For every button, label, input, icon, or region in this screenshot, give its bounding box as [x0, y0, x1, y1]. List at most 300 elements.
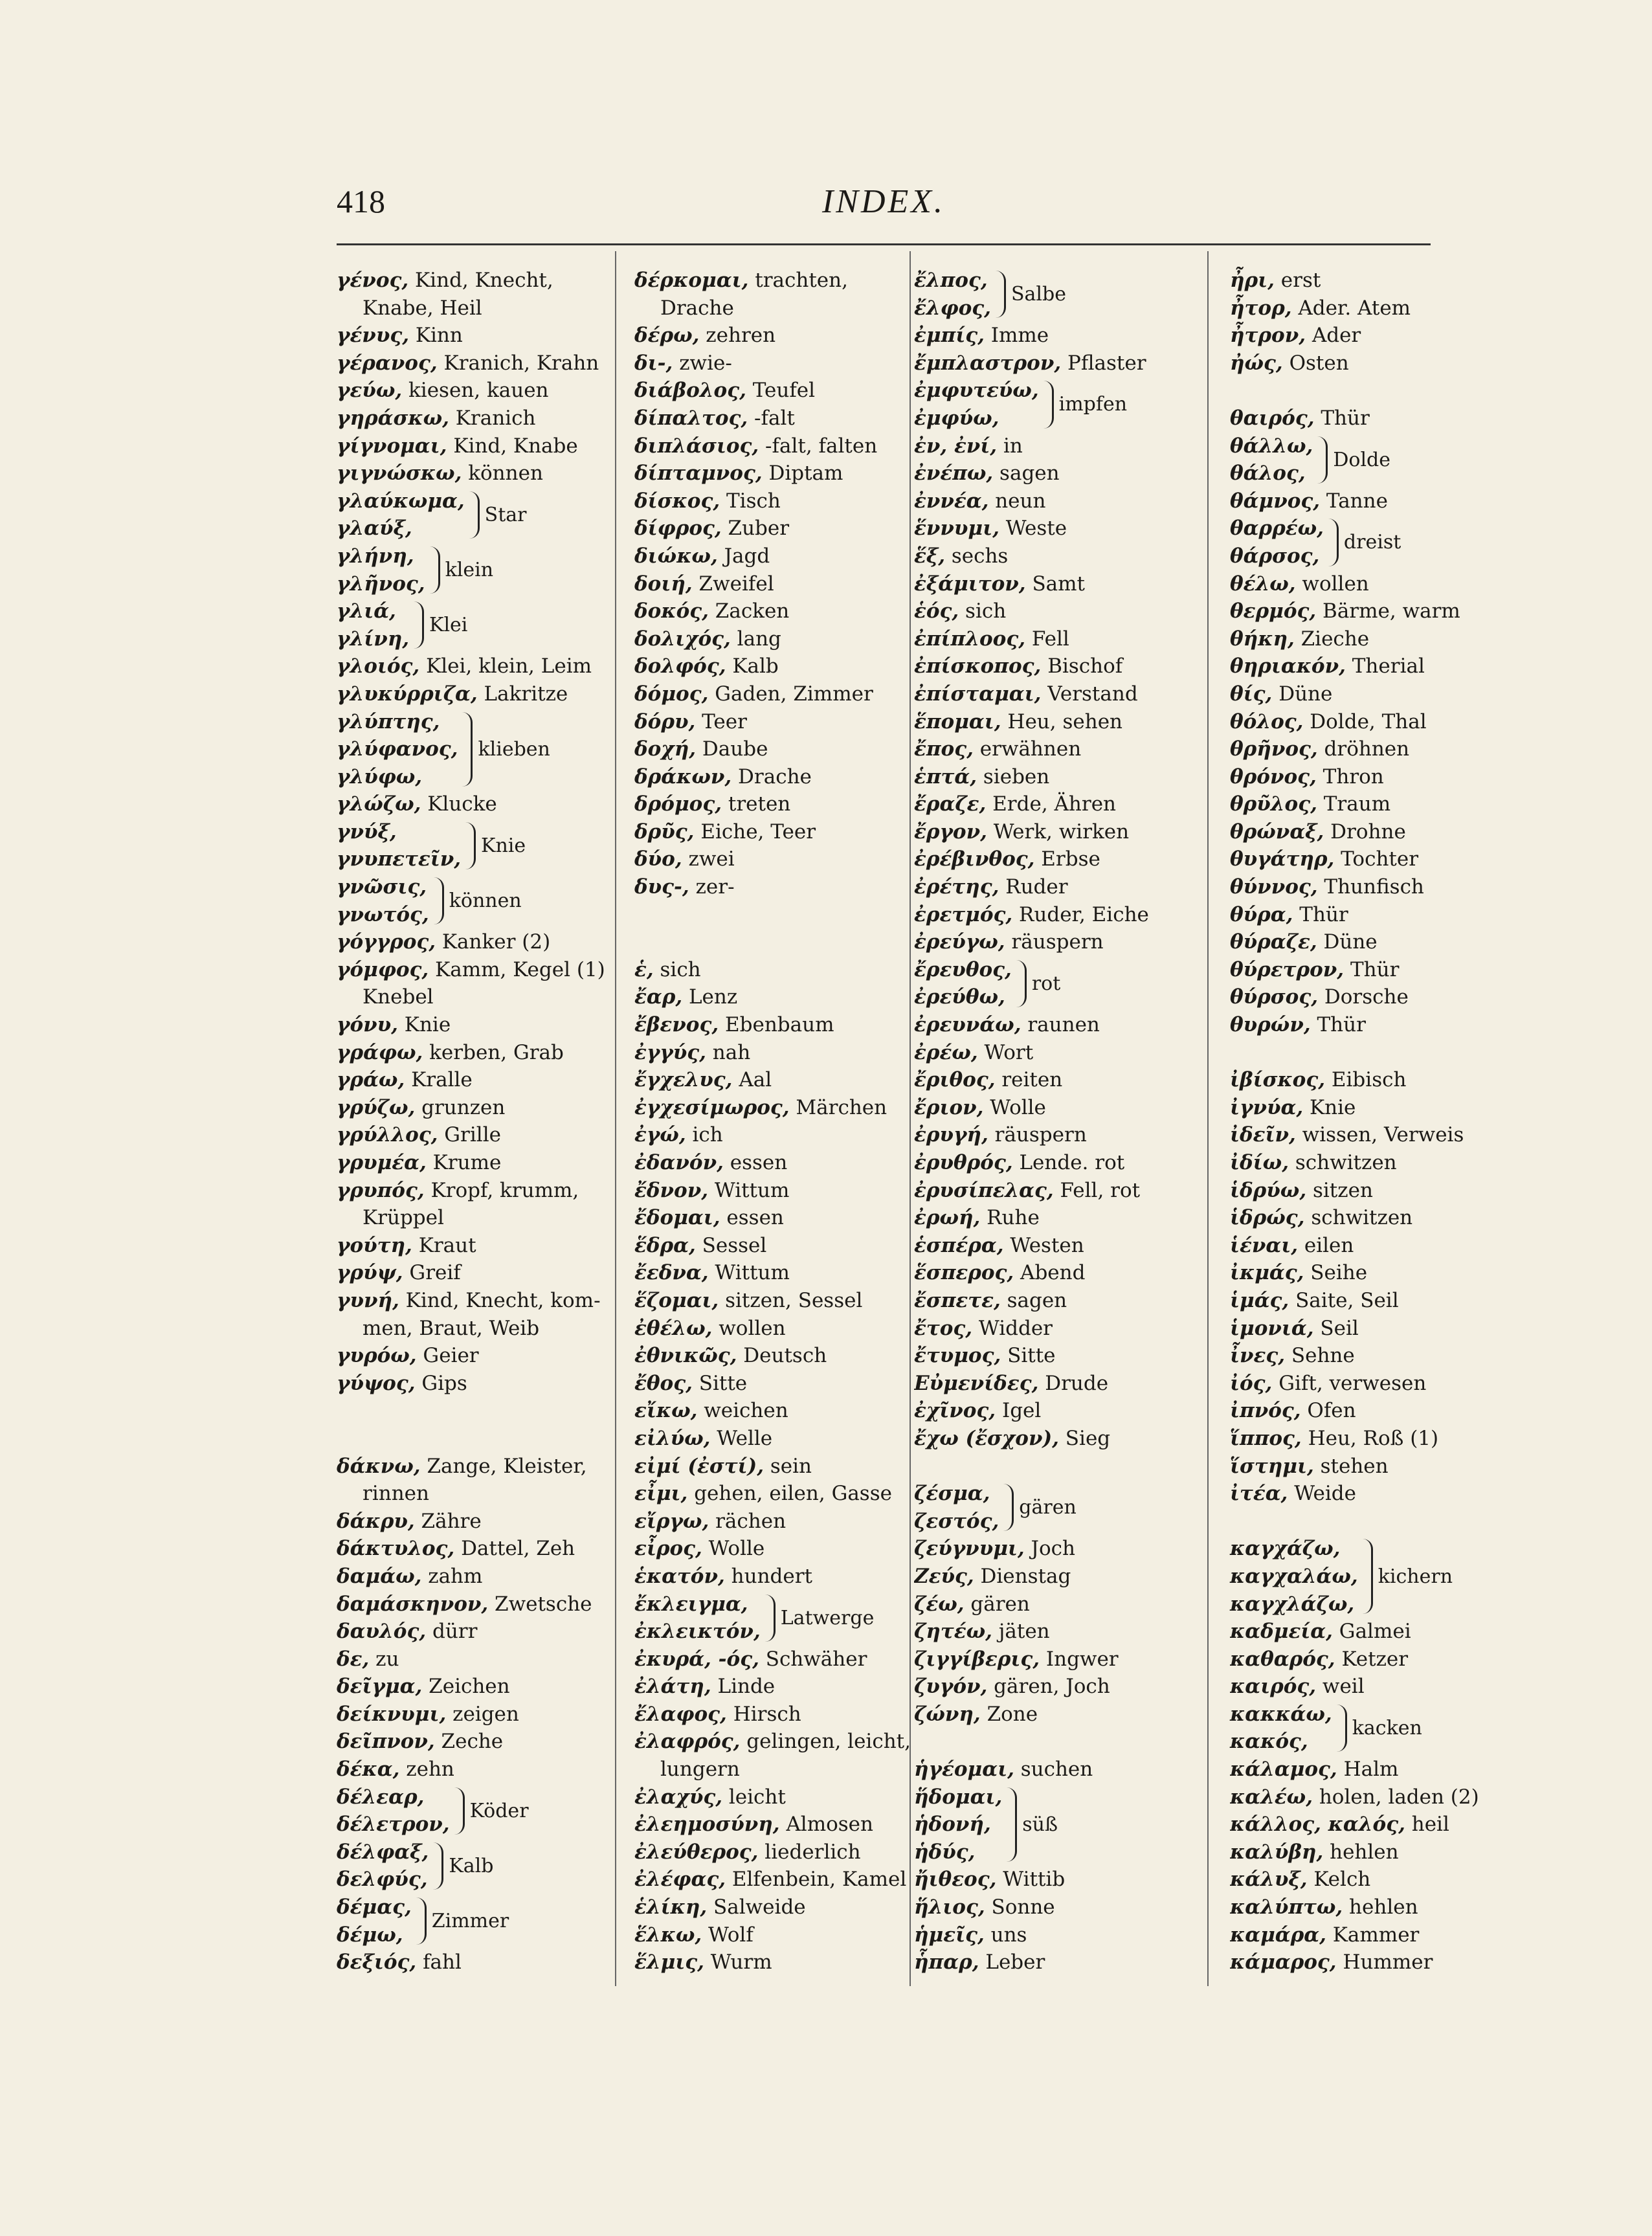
index-entry [634, 1480, 913, 1508]
german-gloss: suchen [1014, 1758, 1093, 1782]
index-entry [337, 1949, 605, 1976]
greek-term: θυγάτηρ, [1230, 847, 1335, 871]
german-gloss: impfen [1058, 393, 1128, 416]
bracket-terms [337, 708, 458, 791]
bracket-terms [337, 598, 409, 653]
german-gloss: sechs [945, 544, 1009, 568]
german-gloss: Dolde, Thal [1303, 710, 1427, 733]
greek-term: ἔλαφος, [634, 1702, 727, 1726]
german-gloss: Zimmer [431, 1910, 509, 1933]
section-gap [337, 1397, 605, 1425]
greek-term: ἐν, ἐνί, [914, 434, 998, 458]
german-gloss: zahm [421, 1564, 483, 1588]
greek-term: θάρσος, [1230, 544, 1320, 568]
curly-brace [469, 491, 480, 539]
index-entry [634, 1453, 913, 1481]
bracketed-entry-group [337, 1783, 605, 1839]
german-gloss: Kind, Knabe [447, 434, 578, 458]
greek-term: ἔριθος, [914, 1068, 996, 1092]
index-entry [914, 818, 1192, 846]
index-entry [337, 1121, 605, 1149]
german-gloss: zer- [689, 875, 735, 899]
german-gloss: Ader. Atem [1291, 296, 1411, 320]
index-entry [914, 542, 1192, 570]
index-entry [337, 1591, 605, 1618]
german-gloss: Eiche, Teer [694, 820, 816, 844]
greek-term: ἐχῖνος, [914, 1399, 996, 1423]
curly-brace [1006, 1787, 1017, 1862]
greek-term: ζώνη, [914, 1702, 981, 1726]
index-entry [337, 350, 605, 377]
greek-term: γρυμέα, [337, 1151, 427, 1174]
index-entry [634, 1177, 913, 1205]
index-entry [337, 1618, 605, 1646]
greek-term: ἔτυμος, [914, 1344, 1001, 1368]
greek-term: δύο, [634, 847, 682, 871]
bracketed-entry-group [1230, 1701, 1502, 1756]
greek-term: ἰκμάς, [1230, 1261, 1304, 1285]
german-gloss: Elfenbein, Kamel [726, 1868, 907, 1892]
index-entry [337, 1177, 605, 1205]
greek-term: ἰβίσκος, [1230, 1068, 1326, 1092]
index-entry [634, 1094, 913, 1122]
index-entry [634, 1866, 913, 1894]
greek-term: ἰός, [1230, 1371, 1273, 1395]
index-entry [1230, 598, 1502, 625]
greek-term: δίπαλτος, [634, 406, 748, 430]
index-entry [1230, 1259, 1502, 1287]
greek-term: ἔδομαι, [634, 1206, 720, 1230]
header-rule [337, 243, 1431, 245]
index-entry [1230, 1811, 1502, 1839]
greek-term: κακκάω, [1230, 1702, 1332, 1726]
bracket-terms [914, 1783, 1002, 1866]
index-entry [914, 1866, 1192, 1894]
greek-term: γλιά, [337, 599, 396, 623]
greek-term: θόλος, [1230, 710, 1304, 733]
greek-term: ἔριον, [914, 1095, 984, 1119]
greek-term: ἰγνύα, [1230, 1095, 1304, 1119]
greek-term: γλαύκωμα, [337, 489, 465, 513]
greek-term: εἶμι, [634, 1482, 688, 1506]
index-entry [634, 1259, 913, 1287]
german-gloss: Salweide [707, 1895, 806, 1919]
index-entry [337, 1259, 605, 1287]
greek-term: δολφός, [634, 654, 726, 678]
greek-term: ἐμφύω, [914, 406, 999, 430]
german-gloss: Dienstag [974, 1564, 1071, 1588]
german-gloss: Sehne [1285, 1344, 1355, 1368]
greek-term: δοχή, [634, 737, 697, 761]
german-gloss: Samt [1025, 572, 1086, 596]
german-gloss: hehlen [1323, 1840, 1399, 1864]
greek-term: γρυπός, [337, 1178, 425, 1202]
german-gloss: Tisch [720, 489, 781, 513]
german-gloss: Zuber [721, 517, 790, 541]
greek-term: εἰλύω, [634, 1426, 711, 1450]
index-column-4 [1230, 267, 1502, 1976]
greek-term: διώκω, [634, 544, 718, 568]
german-gloss: Knie [481, 834, 526, 857]
german-gloss: Wolle [983, 1095, 1046, 1119]
greek-term: ζητέω, [914, 1620, 992, 1644]
bracket-terms [337, 1783, 450, 1839]
index-entry [634, 1039, 913, 1067]
german-gloss: rächen [709, 1509, 787, 1533]
index-entry [914, 1204, 1192, 1232]
index-entry [1230, 928, 1502, 956]
index-entry [1230, 625, 1502, 653]
german-gloss: Salbe [1010, 283, 1066, 306]
german-gloss: Zone [980, 1702, 1038, 1726]
greek-term: δαυλός, [337, 1620, 427, 1644]
greek-term: ἔλπος, [914, 269, 988, 292]
bracketed-entry-group [914, 956, 1192, 1011]
greek-term: δόμος, [634, 682, 709, 706]
german-gloss: zwie- [673, 351, 732, 375]
greek-term: γνυπετεῖν, [337, 847, 462, 871]
section-gap [1230, 1039, 1502, 1067]
german-gloss: Knie [397, 1013, 451, 1037]
index-entry [914, 1425, 1192, 1453]
german-gloss: Kalb [726, 654, 779, 678]
german-gloss: Thür [1344, 957, 1400, 981]
entry-continuation: rinnen [363, 1482, 429, 1506]
german-gloss: trachten, [748, 269, 848, 292]
index-entry [634, 1921, 913, 1949]
greek-term: δρόμος, [634, 792, 722, 816]
index-entry [1230, 1204, 1502, 1232]
german-gloss: lang [730, 627, 781, 651]
german-gloss: Heu, Roß (1) [1301, 1426, 1439, 1450]
index-entry [337, 377, 605, 405]
greek-term: ἕπομαι, [914, 710, 1001, 733]
greek-term: ἐθνικῶς, [634, 1344, 737, 1368]
greek-term: θύρα, [1230, 902, 1293, 926]
bracketed-entry-group [337, 873, 605, 928]
greek-term: καδμεία, [1230, 1620, 1333, 1644]
index-entry [914, 928, 1192, 956]
bracketed-entry-group [914, 267, 1192, 322]
greek-term: θύρετρον, [1230, 957, 1345, 981]
greek-term: καιρός, [1230, 1675, 1317, 1699]
german-gloss: Kranich [449, 406, 536, 430]
index-entry [337, 1011, 605, 1039]
greek-term: κάμαρος, [1230, 1951, 1337, 1974]
greek-term: γόμφος, [337, 957, 429, 981]
german-gloss: Ruhe [980, 1206, 1040, 1230]
index-entry [1230, 1839, 1502, 1866]
greek-term: ἡδονή, [914, 1813, 991, 1837]
german-gloss: Zwetsche [488, 1592, 592, 1616]
german-gloss: Ofen [1300, 1399, 1356, 1423]
index-entry [634, 1508, 913, 1536]
curly-brace [1362, 1539, 1373, 1614]
german-gloss: Teer [695, 710, 747, 733]
greek-term: ἔσπετε, [914, 1288, 1001, 1312]
greek-term: δίσκος, [634, 489, 720, 513]
section-gap [1230, 1508, 1502, 1536]
greek-term: ἡμεῖς, [914, 1923, 985, 1947]
german-gloss: Zeichen [422, 1675, 510, 1699]
greek-term: ἑσπέρα, [914, 1233, 1004, 1257]
greek-term: ἕννυμι, [914, 517, 999, 541]
german-gloss: Werk, wirken [987, 820, 1130, 844]
german-gloss: kichern [1378, 1565, 1453, 1588]
german-gloss: weichen [697, 1399, 788, 1423]
index-entry [634, 1425, 913, 1453]
index-entry [914, 1563, 1192, 1591]
greek-term: ἐννέα, [914, 489, 989, 513]
greek-term: δάκτυλος, [337, 1537, 455, 1561]
german-gloss: Kalb [449, 1854, 494, 1877]
greek-term: ἔχω (ἔσχον), [914, 1426, 1059, 1450]
german-gloss: essen [723, 1151, 788, 1174]
curly-brace [433, 877, 444, 924]
index-entry [634, 1066, 913, 1094]
bracketed-entry-group [914, 1783, 1192, 1866]
greek-term: ἔπος, [914, 737, 974, 761]
greek-term: ἐγγύς, [634, 1040, 706, 1064]
german-gloss: Dorsche [1318, 985, 1409, 1009]
index-entry [1230, 1425, 1502, 1453]
greek-term: ἕζομαι, [634, 1288, 719, 1312]
greek-term: δάκρυ, [337, 1509, 415, 1533]
german-gloss: Abend [1014, 1261, 1086, 1285]
index-entry [914, 1949, 1192, 1976]
german-gloss: reiten [995, 1068, 1063, 1092]
greek-term: γρύζω, [337, 1095, 416, 1119]
entry-continuation: lungern [660, 1758, 740, 1782]
index-entry [1230, 1673, 1502, 1701]
greek-term: ἵστημι, [1230, 1454, 1314, 1478]
index-column-1 [337, 267, 605, 1976]
index-entry [914, 653, 1192, 680]
greek-term: ἥδομαι, [914, 1785, 1003, 1809]
index-entry [1230, 1315, 1502, 1343]
german-gloss: Ketzer [1335, 1647, 1409, 1671]
greek-term: θάλος, [1230, 462, 1306, 486]
curly-brace [995, 271, 1006, 318]
index-entry [634, 460, 913, 487]
curly-brace [1328, 519, 1339, 566]
greek-term: γλοιός, [337, 654, 420, 678]
index-entry [914, 432, 1192, 460]
index-entry [914, 1591, 1192, 1618]
german-gloss: Kropf, krumm, [424, 1178, 579, 1202]
index-entry [337, 1673, 605, 1701]
index-entry [1230, 1011, 1502, 1039]
section-gap [634, 901, 913, 929]
greek-term: ἐπίσκοπος, [914, 654, 1042, 678]
greek-term: ἱέναι, [1230, 1233, 1299, 1257]
bracket-terms [1230, 1535, 1358, 1618]
index-entry [337, 460, 605, 487]
index-entry [337, 1039, 605, 1067]
german-gloss: gelingen, leicht, [740, 1730, 911, 1754]
greek-term: ἐρεύθω, [914, 985, 1005, 1009]
index-entry [914, 1618, 1192, 1646]
german-gloss: Daube [696, 737, 768, 761]
greek-term: γλυκύρριζα, [337, 682, 478, 706]
greek-term: κάλλος, καλός, [1230, 1813, 1405, 1837]
german-gloss: kacken [1352, 1716, 1422, 1739]
german-gloss: sitzen [1306, 1178, 1373, 1202]
greek-term: δοιή, [634, 572, 693, 596]
entry-continuation: Knabe, Heil [363, 296, 482, 320]
german-gloss: Wurm [704, 1951, 772, 1974]
greek-term: ἱδρώς, [1230, 1206, 1305, 1230]
index-entry [914, 350, 1192, 377]
index-entry [914, 1342, 1192, 1370]
index-entry [1230, 570, 1502, 598]
german-gloss: sich [959, 599, 1007, 623]
index-entry [1230, 1453, 1502, 1481]
greek-term: ἐρωή, [914, 1206, 981, 1230]
greek-term: δέμας, [337, 1895, 412, 1919]
index-entry [1230, 873, 1502, 901]
greek-term: θηριακόν, [1230, 654, 1346, 678]
german-gloss: Wort [977, 1040, 1034, 1064]
entry-continuation: Drache [660, 296, 734, 320]
german-gloss: Verstand [1041, 682, 1138, 706]
german-gloss: Therial [1345, 654, 1425, 678]
german-gloss: Klei [429, 614, 468, 637]
german-gloss: Weste [999, 517, 1067, 541]
index-entry [634, 625, 913, 653]
german-gloss: Klucke [421, 792, 497, 816]
bracketed-entry-group [337, 1839, 605, 1894]
greek-term: δε, [337, 1647, 370, 1671]
german-gloss: Pflaster [1061, 351, 1146, 375]
index-entry [914, 1921, 1192, 1949]
bracketed-entry-group [634, 1591, 913, 1646]
greek-term: ἔδνον, [634, 1178, 709, 1202]
index-entry [634, 1701, 913, 1728]
greek-term: ἐθέλω, [634, 1316, 713, 1340]
german-gloss: Ruder [999, 875, 1068, 899]
index-entry [1230, 1121, 1502, 1149]
index-entry [337, 790, 605, 818]
index-entry [634, 956, 913, 984]
greek-term: ἱμάς, [1230, 1288, 1289, 1312]
greek-term: ἰδεῖν, [1230, 1123, 1296, 1147]
german-gloss: weil [1316, 1675, 1365, 1699]
german-gloss: dürr [426, 1620, 478, 1644]
greek-term: γλύφω, [337, 765, 423, 788]
german-gloss: Thür [1293, 902, 1348, 926]
german-gloss: hehlen [1343, 1895, 1418, 1919]
german-gloss: Zacken [708, 599, 790, 623]
german-gloss: gären [964, 1592, 1030, 1616]
entry-continuation: men, Braut, Weib [363, 1316, 540, 1340]
german-gloss: Erde, Ähren [986, 792, 1117, 816]
greek-term: δρῦς, [634, 820, 695, 844]
german-gloss: zu [369, 1647, 399, 1671]
greek-term: Ζεύς, [914, 1564, 974, 1588]
german-gloss: Märchen [789, 1095, 887, 1119]
german-gloss: räuspern [988, 1123, 1087, 1147]
german-gloss: dröhnen [1317, 737, 1410, 761]
index-entry [634, 845, 913, 873]
greek-term: ἵππος, [1230, 1426, 1302, 1450]
german-gloss: eilen [1298, 1233, 1354, 1257]
german-gloss: können [462, 462, 543, 486]
index-entry [1230, 653, 1502, 680]
german-gloss: Erbse [1034, 847, 1100, 871]
greek-term: καμάρα, [1230, 1923, 1326, 1947]
german-gloss: liederlich [758, 1840, 861, 1864]
greek-term: ἥλιος, [914, 1895, 985, 1919]
german-gloss: rot [1031, 972, 1061, 995]
german-gloss: Thunfisch [1317, 875, 1424, 899]
greek-term: γράφω, [337, 1040, 423, 1064]
index-entry [337, 1066, 605, 1094]
index-entry [914, 1149, 1192, 1177]
index-entry [634, 1287, 913, 1315]
index-entry [1230, 1866, 1502, 1894]
bracket-terms [914, 956, 1012, 1011]
german-gloss: Düne [1317, 930, 1378, 954]
index-entry [634, 1894, 913, 1921]
index-entry [337, 653, 605, 680]
greek-term: δάκνω, [337, 1454, 421, 1478]
greek-term: ἐλεύθερος, [634, 1840, 759, 1864]
index-entry [914, 1066, 1192, 1094]
german-gloss: Dattel, Zeh [454, 1537, 575, 1561]
german-gloss: Eibisch [1325, 1068, 1407, 1092]
german-gloss: zeigen [446, 1702, 519, 1726]
greek-term: γούτη, [337, 1233, 412, 1257]
german-gloss: Grille [438, 1123, 501, 1147]
greek-term: ἐρέω, [914, 1040, 978, 1064]
german-gloss: Köder [469, 1799, 529, 1822]
german-gloss: wissen, Verweis [1295, 1123, 1464, 1147]
index-entry [337, 405, 605, 432]
german-gloss: Heu, sehen [1001, 710, 1123, 733]
german-gloss: Zeche [434, 1730, 504, 1754]
index-entry [914, 873, 1192, 901]
greek-term: ζιγγίβερις, [914, 1647, 1040, 1671]
bracketed-entry-group [337, 542, 605, 598]
index-entry [914, 1094, 1192, 1122]
index-entry [337, 1232, 605, 1260]
index-entry [914, 1646, 1192, 1673]
greek-term: ἐπίσταμαι, [914, 682, 1042, 706]
index-entry [337, 1701, 605, 1728]
greek-term: ἱμονιά, [1230, 1316, 1314, 1340]
index-entry [1230, 1783, 1502, 1811]
greek-term: ἐρυσίπελας, [914, 1178, 1054, 1202]
greek-term: γλύπτης, [337, 710, 440, 733]
bracket-terms [337, 487, 465, 542]
german-gloss: Düne [1272, 682, 1333, 706]
index-entry [914, 680, 1192, 708]
index-entry [1230, 763, 1502, 791]
greek-term: δελφύς, [337, 1868, 428, 1892]
greek-term: δόρυ, [634, 710, 696, 733]
bracketed-entry-group [914, 1480, 1192, 1535]
index-entry [914, 1177, 1192, 1205]
greek-term: ζεστός, [914, 1509, 999, 1533]
greek-term: ἰπνός, [1230, 1399, 1301, 1423]
index-entry [634, 653, 913, 680]
greek-term: θαρρέω, [1230, 517, 1324, 541]
greek-term: ἑπτά, [914, 765, 977, 788]
greek-term: ἠώς, [1230, 351, 1283, 375]
greek-term: ἐρευνάω, [914, 1013, 1021, 1037]
german-gloss: sein [764, 1454, 812, 1478]
